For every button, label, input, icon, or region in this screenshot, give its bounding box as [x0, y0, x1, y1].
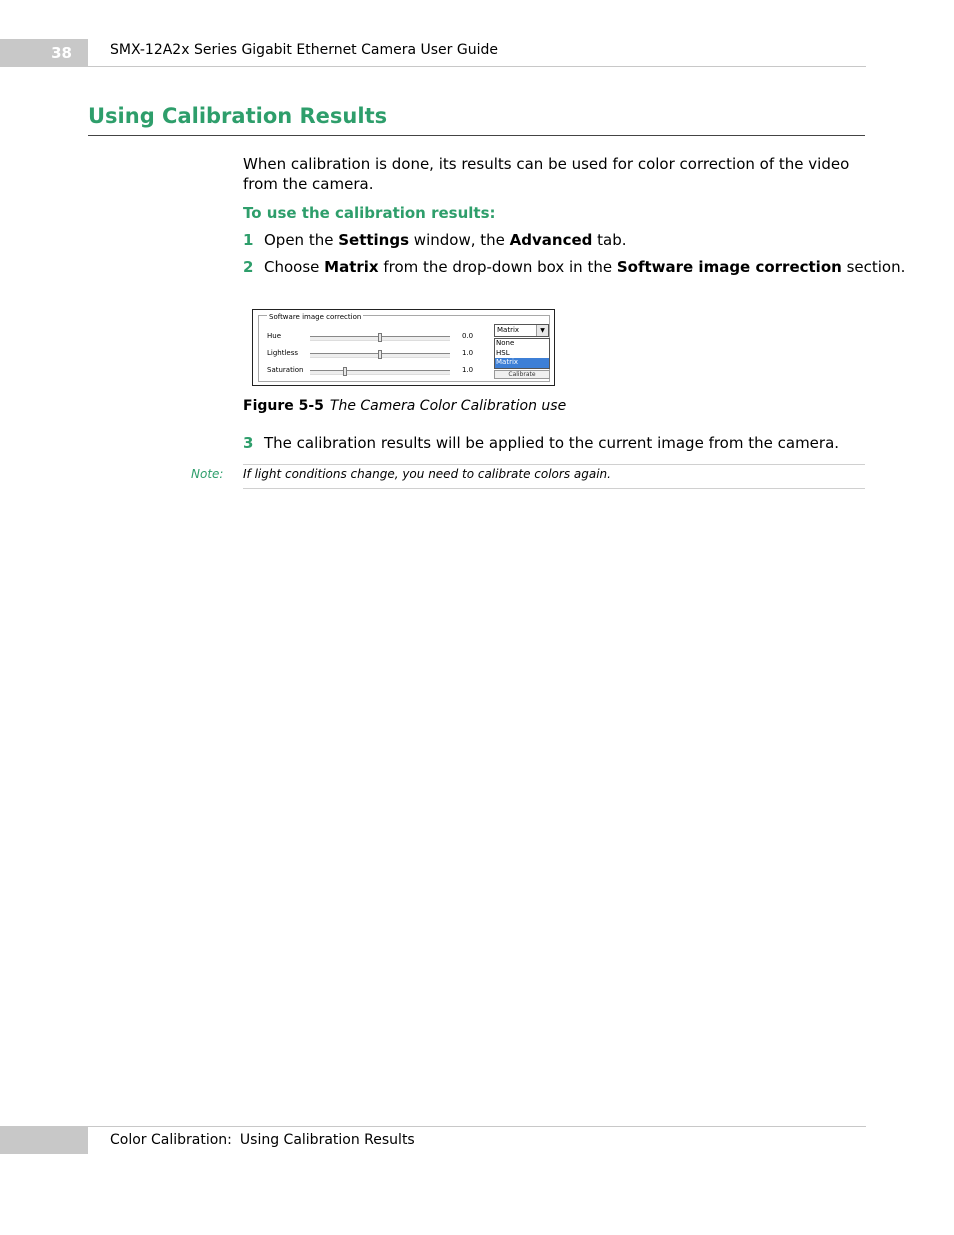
- footer-text: [110, 1132, 415, 1148]
- section-divider: [88, 135, 865, 136]
- step-1: [243, 230, 627, 250]
- slider-thumb[interactable]: [378, 333, 382, 342]
- option-none[interactable]: None: [496, 339, 515, 347]
- option-matrix[interactable]: Matrix: [495, 358, 549, 368]
- step-text: tab.: [592, 231, 627, 249]
- figure-caption: [243, 398, 566, 414]
- footer-divider: [88, 1126, 866, 1127]
- document-title: SMX-12A2x Series Gigabit Ethernet Camera User Guide: [110, 42, 498, 58]
- note-divider-top: [243, 464, 865, 465]
- caption-label: Figure 5-5: [243, 398, 324, 414]
- hue-slider[interactable]: [310, 336, 450, 341]
- step-text: from the drop-down box in the: [378, 258, 617, 276]
- software-image-correction-group: [258, 315, 550, 382]
- dropdown-list[interactable]: [494, 338, 550, 369]
- saturation-label: Saturation: [267, 366, 304, 374]
- lightless-value: 1.0: [462, 349, 474, 357]
- correction-mode-select[interactable]: [494, 324, 549, 337]
- chevron-down-icon[interactable]: ▼: [536, 325, 548, 336]
- step-text: Choose: [264, 258, 325, 276]
- hue-value: 0.0: [462, 332, 474, 340]
- slider-thumb[interactable]: [343, 367, 347, 376]
- footer-chapter: Color Calibration:: [110, 1132, 232, 1148]
- hue-label: Hue: [267, 332, 282, 340]
- section-title: Using Calibration Results: [88, 104, 388, 128]
- step-text: window, the: [409, 231, 510, 249]
- slider-thumb[interactable]: [378, 350, 382, 359]
- note-text: If light conditions change, you need to calibrate colors again.: [243, 467, 611, 481]
- procedure-title: To use the calibration results:: [243, 204, 496, 222]
- step-number: 3: [243, 434, 254, 452]
- step-text: The calibration results will be applied to the current image from the camera.: [264, 434, 840, 452]
- header-divider: [88, 66, 866, 67]
- step-text: section.: [841, 258, 906, 276]
- group-legend: Software image correction: [269, 313, 362, 321]
- step-number: 2: [243, 258, 254, 276]
- footer-tab: [0, 1126, 88, 1154]
- step-bold-text: Settings: [338, 231, 410, 249]
- saturation-slider[interactable]: [310, 370, 450, 375]
- select-value: Matrix: [497, 326, 520, 334]
- step-3: [243, 433, 839, 453]
- calibrate-button[interactable]: Calibrate: [494, 370, 550, 379]
- step-bold-text: Software image correction: [616, 258, 842, 276]
- step-bold-text: Advanced: [509, 231, 593, 249]
- note-label: Note:: [191, 467, 224, 481]
- saturation-value: 1.0: [462, 366, 474, 374]
- note-divider-bottom: [243, 488, 865, 489]
- step-number: 1: [243, 231, 254, 249]
- lightless-slider[interactable]: [310, 353, 450, 358]
- lightless-label: Lightless: [267, 349, 299, 357]
- step-bold-text: Matrix: [324, 258, 379, 276]
- intro-paragraph: When calibration is done, its results can be used for color correction of the video from the camera.: [243, 155, 850, 193]
- page-number: 38: [51, 44, 72, 62]
- step-text: Open the: [264, 231, 339, 249]
- figure-screenshot: [252, 309, 555, 386]
- footer-section: Using Calibration Results: [239, 1132, 415, 1148]
- step-2: [243, 257, 905, 277]
- caption-text: The Camera Color Calibration use: [329, 398, 567, 414]
- option-hsl[interactable]: HSL: [496, 348, 510, 357]
